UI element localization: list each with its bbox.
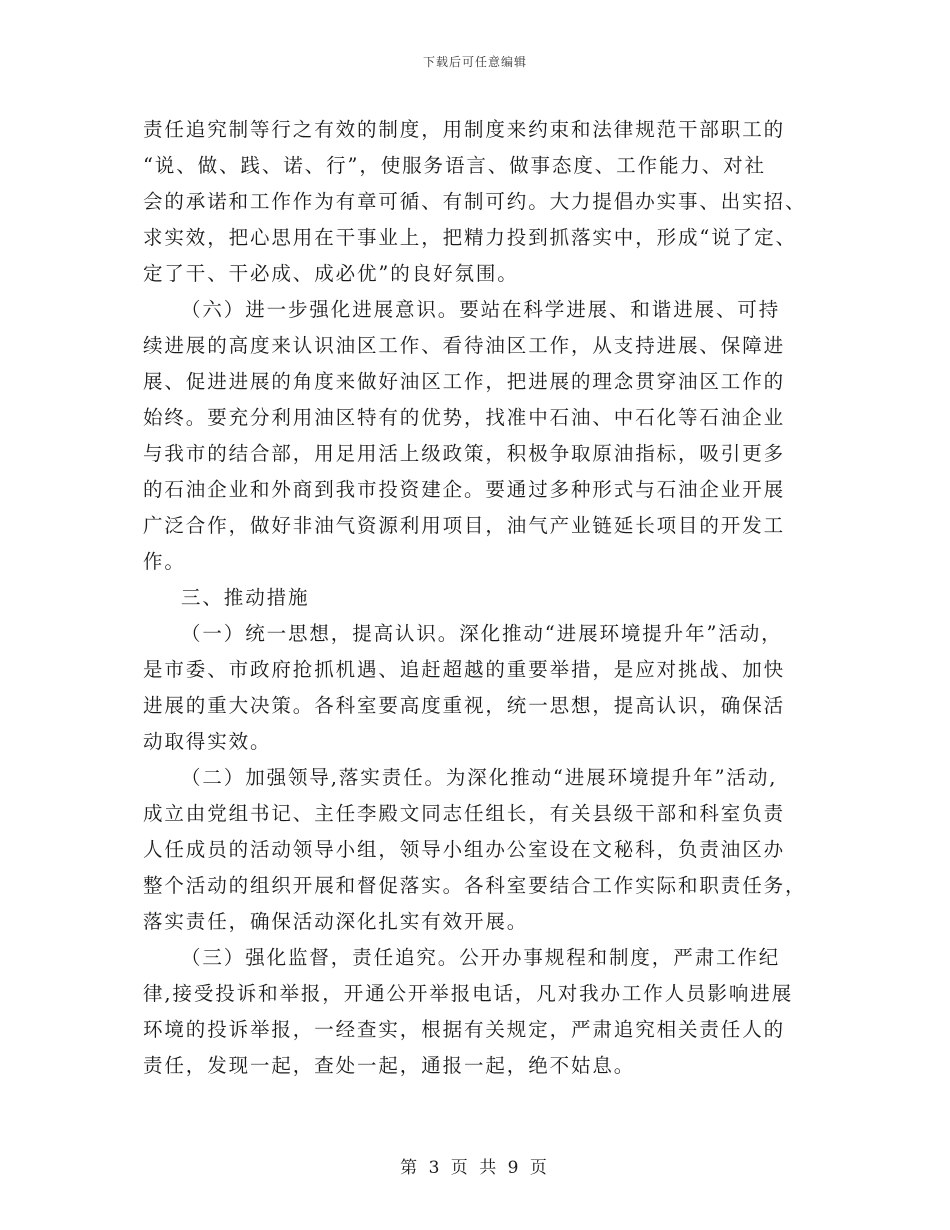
body-line: 环境的投诉举报，一经查实，根据有关规定，严肃追究相关责任人的 [143, 1018, 786, 1041]
paragraph-start-line: （二）加强领导,落实责任。为深化推动“进展环境提升年”活动, [181, 766, 778, 789]
body-line: “说、做、践、诺、行”，使服务语言、做事态度、工作能力、对社 [143, 154, 766, 177]
body-line: 与我市的结合部，用足用活上级政策，积极争取原油指标，吸引更多 [143, 442, 786, 465]
body-line: 续进展的高度来认识油区工作、看待油区工作，从支持进展、保障进 [143, 334, 786, 357]
paragraph-start-line: （一）统一思想，提高认识。深化推动“进展环境提升年”活动， [181, 622, 783, 645]
body-line: 人任成员的活动领导小组，领导小组办公室设在文秘科，负责油区办 [143, 838, 786, 861]
body-line: 律,接受投诉和举报，开通公开举报电话，凡对我办工作人员影响进展 [143, 982, 794, 1005]
body-line: 是市委、市政府抢抓机遇、追赶超越的重要举措，是应对挑战、加快 [143, 658, 786, 681]
document-body [143, 112, 808, 1084]
body-line: 展、促进进展的角度来做好油区工作，把进展的理念贯穿油区工作的 [143, 370, 786, 393]
body-line: 动取得实效。 [143, 730, 272, 753]
body-line: 成立由党组书记、主任李殿文同志任组长，有关县级干部和科室负责 [143, 802, 786, 825]
body-line: 责任，发现一起，查处一起，通报一起，绝不姑息。 [143, 1054, 636, 1077]
body-line: 定了干、干必成、成必优”的良好氛围。 [143, 262, 519, 285]
page-header: 下载后可任意编辑 [422, 55, 527, 69]
section-heading: 三、推动措施 [181, 586, 310, 609]
body-line: 广泛合作，做好非油气资源利用项目，油气产业链延长项目的开发工 [143, 514, 786, 537]
body-line: 的石油企业和外商到我市投资建企。要通过多种形式与石油企业开展 [143, 478, 786, 501]
body-line: 整个活动的组织开展和督促落实。各科室要结合工作实际和职责任务， [143, 874, 807, 897]
body-line: 进展的重大决策。各科室要高度重视，统一思想，提高认识，确保活 [143, 694, 786, 717]
page-number: 第 3 页 共 9 页 [400, 1158, 550, 1178]
body-line: 求实效，把心思用在干事业上，把精力投到抓落实中，形成“说了定、 [143, 226, 797, 249]
paragraph-start-line: （六）进一步强化进展意识。要站在科学进展、和谐进展、可持 [181, 298, 781, 321]
body-line: 落实责任，确保活动深化扎实有效开展。 [143, 910, 529, 933]
paragraph-start-line: （三）强化监督，责任追究。公开办事规程和制度，严肃工作纪 [181, 946, 781, 969]
body-line: 责任追究制等行之有效的制度，用制度来约束和法律规范干部职工的 [143, 118, 786, 141]
body-line: 作。 [143, 550, 186, 573]
body-line: 会的承诺和工作作为有章可循、有制可约。大力提倡办实事、出实招、 [143, 190, 807, 213]
body-line: 始终。要充分利用油区特有的优势，找准中石油、中石化等石油企业 [143, 406, 786, 429]
